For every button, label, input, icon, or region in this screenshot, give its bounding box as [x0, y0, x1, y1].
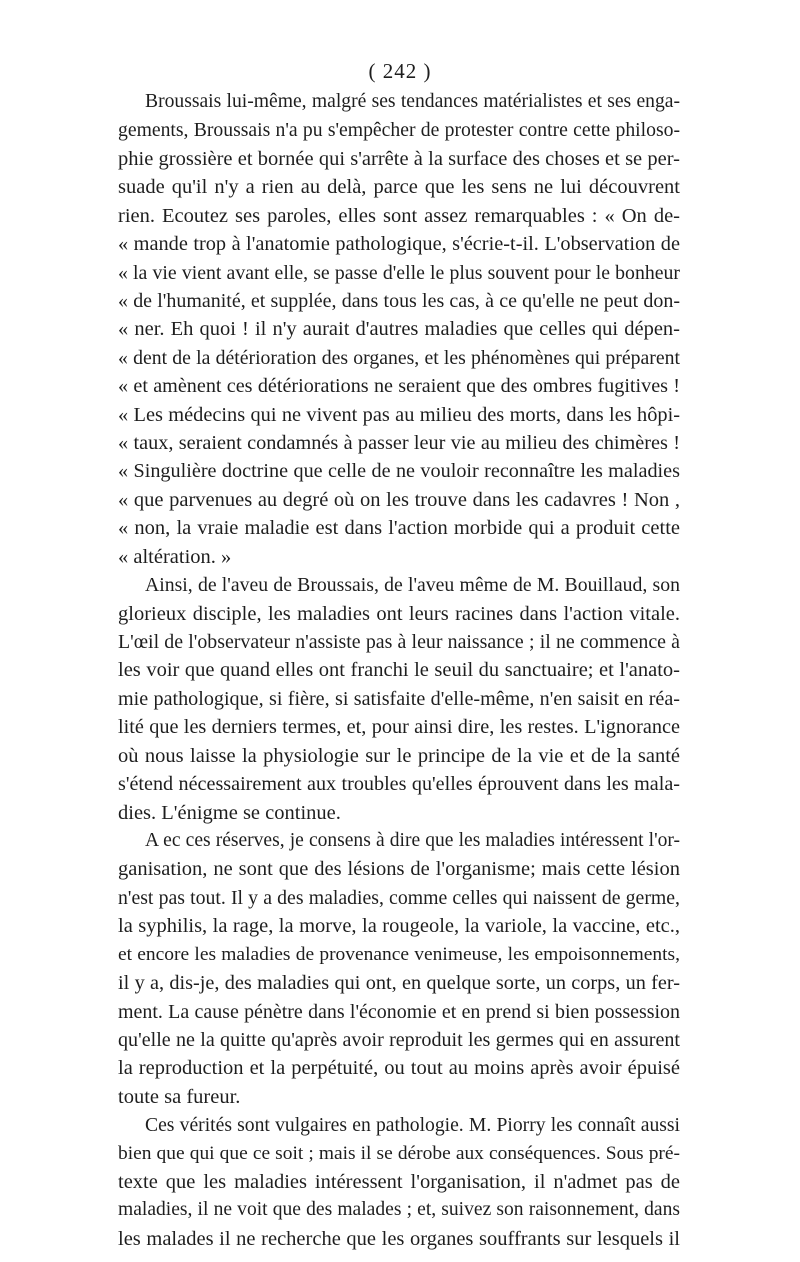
- text-line: A ec ces réserves, je consens à dire que les maladies intéressent l'or-: [145, 829, 680, 851]
- text-line: lité que les derniers termes, et, pour ainsi dire, les restes. L'ignorance: [118, 716, 680, 739]
- text-line: gements, Broussais n'a pu s'empêcher de protester contre cette philoso-: [118, 119, 680, 142]
- text-line: mie pathologique, si fière, si satisfaite d'elle-même, n'en saisit en réa-: [118, 687, 680, 710]
- text-line: la syphilis, la rage, la morve, la rougeole, la variole, la vaccine, etc.,: [118, 915, 680, 938]
- text-line: texte que les maladies intéressent l'organisation, il n'admet pas de: [118, 1171, 680, 1194]
- text-line: « mande trop à l'anatomie pathologique, s'écrie-t-il. L'observation de: [118, 233, 680, 256]
- text-line: glorieux disciple, les maladies ont leurs racines dans l'action vitale.: [118, 602, 680, 625]
- text-line: rien. Ecoutez ses paroles, elles sont assez remarquables : « On de-: [118, 204, 680, 227]
- text-line: les malades il ne recherche que les organes souffrants sur lesquels il: [118, 1227, 680, 1250]
- text-line: toute sa fureur.: [118, 1085, 241, 1108]
- text-line: Ces vérités sont vulgaires en pathologie. M. Piorry les connaît aussi: [145, 1114, 680, 1137]
- text-line: maladies, il ne voit que des malades ; et, suivez son raisonnement, dans: [118, 1199, 680, 1221]
- text-line: « dent de la détérioration des organes, et les phénomènes qui préparent: [118, 346, 680, 369]
- body-text: [118, 88, 680, 1253]
- text-line: « et amènent ces détériorations ne seraient que des ombres fugitives !: [118, 375, 680, 398]
- text-line: dies. L'énigme se continue.: [118, 801, 341, 824]
- text-line: et encore les maladies de provenance venimeuse, les empoisonnements,: [118, 943, 680, 965]
- text-line: la reproduction et la perpétuité, ou tout au moins après avoir épuisé: [118, 1057, 680, 1080]
- text-line: « altération. »: [118, 545, 232, 568]
- text-line: « non, la vraie maladie est dans l'action morbide qui a produit cette: [118, 517, 680, 540]
- text-line: phie grossière et bornée qui s'arrête à la surface des choses et se per-: [118, 147, 680, 170]
- text-line: ganisation, ne sont que des lésions de l'organisme; mais cette lésion: [118, 858, 680, 881]
- text-line: suade qu'il n'y a rien au delà, parce que les sens ne lui découvrent: [118, 176, 680, 199]
- text-line: où nous laisse la physiologie sur le principe de la vie et de la santé: [118, 744, 680, 767]
- text-line: « taux, seraient condamnés à passer leur vie au milieu des chimères !: [118, 432, 680, 455]
- text-line: « que parvenues au degré où on les trouve dans les cadavres ! Non ,: [118, 488, 680, 511]
- text-line: « de l'humanité, et supplée, dans tous les cas, à ce qu'elle ne peut don-: [118, 289, 680, 312]
- text-line: « Les médecins qui ne vivent pas au milieu des morts, dans les hôpi-: [118, 403, 680, 426]
- text-line: qu'elle ne la quitte qu'après avoir reproduit les germes qui en assurent: [118, 1028, 680, 1051]
- text-line: L'œil de l'observateur n'assiste pas à leur naissance ; il ne commence à: [118, 631, 680, 654]
- text-line: « Singulière doctrine que celle de ne vouloir reconnaître les maladies: [118, 460, 680, 483]
- text-line: s'étend nécessairement aux troubles qu'elles éprouvent dans les mala-: [118, 773, 680, 796]
- text-line: les voir que quand elles ont franchi le seuil du sanctuaire; et l'anato-: [118, 659, 680, 682]
- text-line: bien que qui que ce soit ; mais il se dérobe aux conséquences. Sous pré-: [118, 1142, 680, 1164]
- text-line: « la vie vient avant elle, se passe d'elle le plus souvent pour le bonheur: [118, 261, 680, 284]
- text-line: « ner. Eh quoi ! il n'y aurait d'autres maladies que celles qui dépen-: [118, 318, 680, 341]
- text-line: il y a, dis-je, des maladies qui ont, en quelque sorte, un corps, un fer-: [118, 972, 680, 995]
- text-line: Ainsi, de l'aveu de Broussais, de l'aveu même de M. Bouillaud, son: [145, 574, 680, 597]
- text-line: ment. La cause pénètre dans l'économie et en prend si bien possession: [118, 1000, 680, 1023]
- text-line: n'est pas tout. Il y a des maladies, comme celles qui naissent de germe,: [118, 886, 680, 909]
- text-line: Broussais lui-même, malgré ses tendances matérialistes et ses enga-: [145, 91, 680, 112]
- page-number: ( 242 ): [368, 59, 432, 83]
